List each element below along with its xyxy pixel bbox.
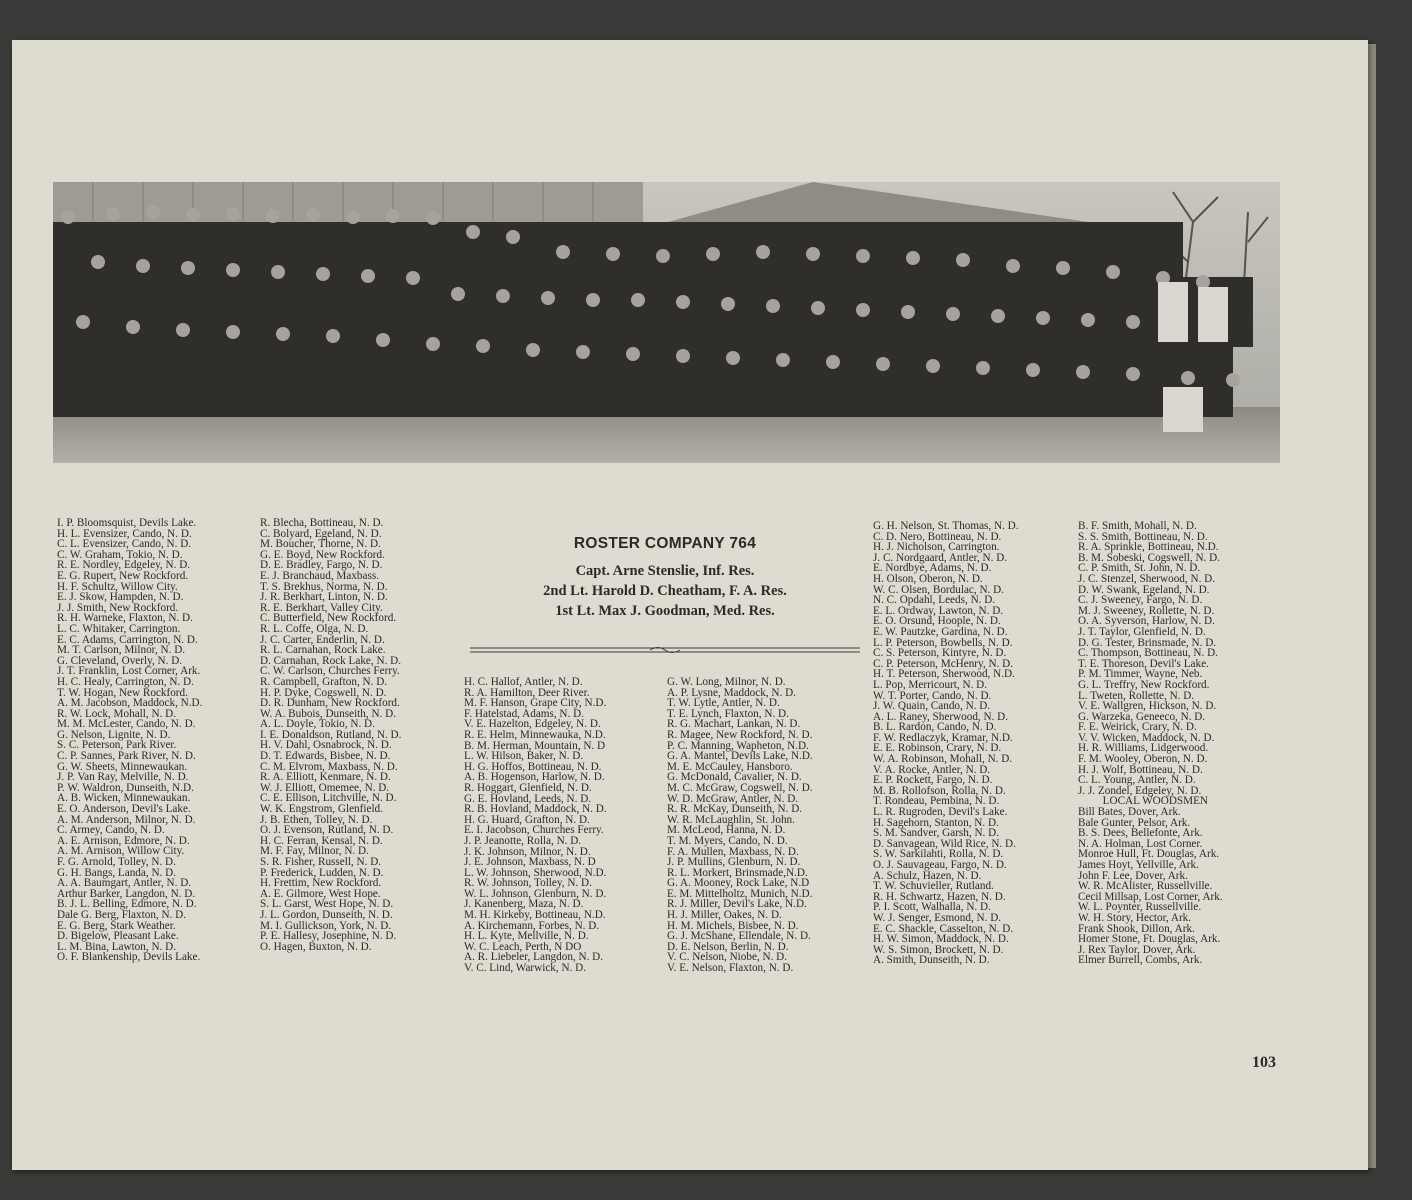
roster-entry: C. E. Ellison, Litchville, N. D. xyxy=(260,792,397,805)
roster-entry: C. D. Nero, Bottineau, N. D. xyxy=(873,530,1002,543)
roster-entry: D. Sanvagean, Wild Rice, N. D. xyxy=(873,837,1016,850)
roster-column-4 xyxy=(667,677,813,974)
roster-entry: W. C. Leach, Perth, N DO xyxy=(464,940,582,953)
roster-entry: D. T. Edwards, Bisbee, N. D. xyxy=(260,750,391,763)
roster-entry: G. E. Boyd, New Rockford. xyxy=(260,548,385,561)
roster-entry: H. V. Dahl, Osnabrock, N. D. xyxy=(260,739,392,752)
roster-entry: G. J. McShane, Ellendale, N. D. xyxy=(667,930,811,943)
roster-entry: E. O. Anderson, Devil's Lake. xyxy=(57,803,191,816)
roster-entry: V. C. Lind, Warwick, N. D. xyxy=(464,962,587,975)
roster-entry: S. R. Fisher, Russell, N. D. xyxy=(260,856,382,868)
roster-entry: T. W. Schuvieller, Rutland. xyxy=(873,880,994,893)
roster-entry: P. C. Manning, Wapheton, N.D. xyxy=(667,739,809,752)
roster-entry: W. R. McLaughlin, St. John. xyxy=(667,813,795,826)
roster-entry: J. W. Quain, Cando, N. D. xyxy=(873,700,991,713)
ornamental-rule xyxy=(470,645,860,655)
roster-entry: T. M. Myers, Cando, N. D. xyxy=(667,834,788,847)
woodsmen-entry: W. H. Story, Hector, Ark. xyxy=(1078,911,1192,924)
roster-entry: V. V. Wicken, Maddock, N. D. xyxy=(1078,731,1215,744)
roster-entry: J. C. Carter, Enderlin, N. D. xyxy=(260,633,385,646)
roster-entry: W. L. Johnson, Glenburn, N. D. xyxy=(464,887,607,900)
roster-entry: J. Kanenberg, Maza, N. D. xyxy=(464,898,584,911)
roster-entry: F. W. Redlaczyk, Kramar, N.D. xyxy=(873,731,1013,744)
roster-entry: H. G. Hoffos, Bottineau, N. D. xyxy=(464,760,602,773)
roster-entry: E. J. Skow, Hampden, N. D. xyxy=(57,591,184,604)
roster-entry: F. G. Arnold, Tolley, N. D. xyxy=(57,856,176,868)
roster-entry: R. R. McKay, Dunseith, N. D. xyxy=(667,803,803,816)
roster-entry: H. L. Kyte, Mellville, N. D. xyxy=(464,930,589,943)
roster-entry: A. L. Doyle, Tokio, N. D. xyxy=(260,718,375,731)
roster-entry: B. L. Rardon, Cando, N. D. xyxy=(873,721,997,734)
roster-entry: C. Bolyard, Egeland, N. D. xyxy=(260,527,382,540)
roster-entry: A. R. Liebeler, Langdon, N. D. xyxy=(464,951,604,964)
roster-entry: C. S. Peterson, Kintyre, N. D. xyxy=(873,647,1007,660)
roster-entry: W. A. Robinson, Mohall, N. D. xyxy=(873,753,1013,766)
roster-entry: L. C. Whitaker, Carrington. xyxy=(57,622,181,635)
woodsmen-entry: Frank Shook, Dillon, Ark. xyxy=(1078,922,1195,935)
roster-entry: A. Schulz, Hazen, N. D. xyxy=(873,869,982,882)
roster-entry: R. E. Berkhart, Valley City. xyxy=(260,601,383,614)
roster-entry: R. J. Miller, Devil's Lake, N.D. xyxy=(667,898,807,911)
roster-entry: H. M. Michels, Bisbee, N. D. xyxy=(667,919,799,932)
roster-entry: G. A. Mooney, Rock Lake, N.D xyxy=(667,877,810,890)
roster-entry: T. Rondeau, Pembina, N. D. xyxy=(873,795,1000,808)
roster-entry: H. P. Dyke, Cogswell, N. D. xyxy=(260,686,387,699)
roster-entry: M. E. McCauley, Hansboro. xyxy=(667,760,793,773)
roster-entry: V. A. Rocke, Antler, N. D. xyxy=(873,763,991,776)
roster-entry: L. Pop, Merricourt, N. D. xyxy=(873,678,988,691)
roster-entry: C. P. Smith, St. John, N. D. xyxy=(1078,562,1201,575)
roster-entry: E. C. Adams, Carrington, N. D. xyxy=(57,633,198,646)
roster-entry: H. G. Huard, Grafton, N. D. xyxy=(464,813,590,826)
roster-entry: G. L. Treffry, New Rockford. xyxy=(1078,678,1210,691)
roster-entry: S. M. Sandver, Garsh, N. D. xyxy=(873,827,1000,840)
roster-entry: D. G. Tester, Brinsmade, N. D. xyxy=(1078,636,1217,649)
roster-entry: M. H. Kirkeby, Bottineau, N.D. xyxy=(464,909,606,922)
woodsmen-entry: J. Rex Taylor, Dover, Ark. xyxy=(1078,943,1196,956)
roster-entry: H. J. Wolf, Bottineau, N. D. xyxy=(1078,763,1203,776)
roster-entry: G. Warzeka, Geneeco, N. D. xyxy=(1078,710,1206,723)
roster-entry: H. Frettim, New Rockford. xyxy=(260,877,382,890)
roster-entry: C. Thompson, Bottineau, N. D. xyxy=(1078,647,1218,660)
roster-entry: J. C. Nordgaard, Antler, N. D. xyxy=(873,551,1008,564)
roster-entry: J. B. Ethen, Tolley, N. D. xyxy=(260,813,373,826)
roster-entry: J. J. Zondel, Edgeley, N. D. xyxy=(1078,784,1202,797)
roster-entry: N. C. Opdahl, Leeds, N. D. xyxy=(873,594,996,607)
roster-entry: H. C. Healy, Carrington, N. D. xyxy=(57,675,194,688)
roster-entry: S. C. Peterson, Park River. xyxy=(57,739,177,752)
roster-entry: J. E. Johnson, Maxbass, N. D xyxy=(464,856,596,869)
woodsmen-entry: N. A. Holman, Lost Corner. xyxy=(1078,837,1203,850)
roster-entry: R. L. Carnahan, Rock Lake. xyxy=(260,644,386,657)
roster-entry: E. J. Branchaud, Maxbass. xyxy=(260,569,379,582)
woodsmen-entry: John F. Lee, Dover, Ark. xyxy=(1078,869,1188,882)
roster-entry: M. M. McLester, Cando, N. D. xyxy=(57,718,196,731)
roster-entry: R. W. Lock, Mohall, N. D. xyxy=(57,707,177,720)
roster-entry: H. J. Nicholson, Carrington. xyxy=(873,541,1000,554)
roster-entry: H. T. Peterson, Sherwood, N.D. xyxy=(873,668,1015,681)
officer-captain: Capt. Arne Stenslie, Inf. Res. xyxy=(575,563,755,579)
roster-entry: A. Kirchemann, Forbes, N. D. xyxy=(464,919,600,932)
roster-entry: C. L. Young, Antler, N. D. xyxy=(1078,774,1196,787)
woodsmen-entry: W. R. McAlister, Russellville. xyxy=(1078,880,1213,893)
roster-entry: R. A. Elliott, Kenmare, N. D. xyxy=(260,771,391,784)
roster-entry: A. E. Arnison, Edmore, N. D. xyxy=(57,834,190,847)
roster-header xyxy=(470,535,860,621)
roster-entry: E. E. Robinson, Crary, N. D. xyxy=(873,742,1002,755)
roster-entry: Arthur Barker, Langdon, N. D. xyxy=(57,887,196,900)
roster-entry: C. Armey, Cando, N. D. xyxy=(57,824,165,837)
roster-entry: C. Butterfield, New Rockford. xyxy=(260,612,397,625)
roster-entry: F. A. Mullen, Maxbass, N. D. xyxy=(667,845,799,858)
roster-entry: V. E. Nelson, Flaxton, N. D. xyxy=(667,962,794,975)
roster-entry: G. McDonald, Cavalier, N. D. xyxy=(667,771,802,784)
roster-entry: C. W. Graham, Tokio, N. D. xyxy=(57,548,183,561)
roster-entry: G. W. Long, Milnor, N. D. xyxy=(667,676,786,688)
roster-entry: P. I. Scott, Walhalla, N. D. xyxy=(873,901,991,914)
roster-entry: J. C. Stenzel, Sherwood, N. D. xyxy=(1078,572,1216,585)
roster-entry: A. P. Lysne, Maddock, N. D. xyxy=(667,686,796,699)
roster-entry: M. B. Rollofson, Rolla, N. D. xyxy=(873,784,1006,797)
roster-entry: D. E. Bradley, Fargo, N. D. xyxy=(260,559,383,572)
roster-entry: E. G. Rupert, New Rockford. xyxy=(57,569,189,582)
roster-entry: T. S. Brekhus, Norma, N. D. xyxy=(260,580,388,593)
roster-entry: C. W. Carlson, Churches Ferry. xyxy=(260,665,400,678)
roster-entry: W. A. Bubois, Dunseith, N. D. xyxy=(260,707,397,720)
roster-entry: A. B. Hogenson, Harlow, N. D. xyxy=(464,771,605,784)
roster-entry: R. E. Helm, Minnewauka, N.D. xyxy=(464,728,606,741)
roster-entry: J. R. Berkhart, Linton, N. D. xyxy=(260,591,388,604)
roster-column-3 xyxy=(464,677,607,974)
roster-entry: D. Bigelow, Pleasant Lake. xyxy=(57,930,179,943)
roster-entry: E. L. Ordway, Lawton, N. D. xyxy=(873,604,1004,617)
roster-entry: G. A. Mantel, Devils Lake, N.D. xyxy=(667,750,813,763)
roster-entry: R. G. Machart, Lankan, N. D. xyxy=(667,718,801,731)
roster-entry: B. F. Smith, Mohall, N. D. xyxy=(1078,520,1197,532)
roster-entry: T. W. Lytle, Antler, N. D. xyxy=(667,697,780,710)
roster-entry: W. S. Simon, Brockett, N. D. xyxy=(873,943,1004,956)
roster-entry: E. G. Berg, Stark Weather. xyxy=(57,919,176,932)
roster-entry: W. D. McGraw, Antler, N. D. xyxy=(667,792,799,805)
roster-entry: L. R. Rugroden, Devil's Lake. xyxy=(873,806,1008,819)
roster-entry: R. W. Johnson, Tolley, N. D. xyxy=(464,877,592,890)
roster-entry: T. W. Hogan, New Rockford. xyxy=(57,686,188,699)
roster-entry: H. Olson, Oberon, N. D. xyxy=(873,572,983,585)
roster-entry: B. M. Herman, Mountain, N. D xyxy=(464,739,606,752)
woodsmen-entry: James Hoyt, Yellville, Ark. xyxy=(1078,859,1199,871)
roster-column-6 xyxy=(1078,521,1223,966)
roster-entry: D. Carnahan, Rock Lake, N. D. xyxy=(260,654,402,667)
roster-entry: A. M. Anderson, Milnor, N. D. xyxy=(57,813,196,826)
roster-entry: T. E. Thoreson, Devil's Lake. xyxy=(1078,657,1209,670)
roster-entry: B. M. Sobeski, Cogswell, N. D. xyxy=(1078,551,1221,564)
roster-entry: E. P. Rockett, Fargo, N. D. xyxy=(873,774,993,787)
roster-entry: R. Campbell, Grafton, N. D. xyxy=(260,675,388,688)
roster-entry: H. W. Simon, Maddock, N. D. xyxy=(873,933,1009,946)
roster-entry: F. M. Wooley, Oberon, N. D. xyxy=(1078,753,1208,766)
roster-entry: A. Smith, Dunseith, N. D. xyxy=(873,954,990,967)
woodsmen-entry: Cecil Millsap, Lost Corner, Ark. xyxy=(1078,890,1223,903)
woodsmen-entry: Elmer Burrell, Combs, Ark. xyxy=(1078,954,1203,967)
roster-entry: H. L. Evensizer, Cando, N. D. xyxy=(57,527,192,540)
roster-entry: D. E. Nelson, Berlin, N. D. xyxy=(667,940,789,953)
roster-entry: W. J. Senger, Esmond, N. D. xyxy=(873,911,1002,924)
roster-entry: M. F. Fay, Milnor, N. D. xyxy=(260,845,369,858)
roster-entry: R. H. Warneke, Flaxton, N. D. xyxy=(57,612,193,625)
roster-entry: R. B. Hovland, Maddock, N. D. xyxy=(464,803,607,816)
roster-entry: R. Blecha, Bottineau, N. D. xyxy=(260,517,384,529)
roster-entry: J. T. Franklin, Lost Corner, Ark. xyxy=(57,665,201,678)
woodsmen-entry: Monroe Hull, Ft. Douglas, Ark. xyxy=(1078,848,1220,861)
roster-entry: M. J. Sweeney, Rollette, N. D. xyxy=(1078,604,1215,617)
roster-entry: J. P. Jeanotte, Rolla, N. D. xyxy=(464,834,582,847)
roster-entry: R. A. Sprinkle, Bottineau, N.D. xyxy=(1078,541,1219,554)
roster-entry: H. Sagehorn, Stanton, N. D. xyxy=(873,816,999,829)
group-photograph-image xyxy=(53,182,1280,463)
roster-entry: M. McLeod, Hanna, N. D. xyxy=(667,824,786,837)
roster-entry: M. I. Gullickson, York, N. D. xyxy=(260,919,392,932)
roster-entry: P. W. Waldron, Dunseith, N.D. xyxy=(57,781,194,794)
roster-entry: S. L. Garst, West Hope, N. D. xyxy=(260,898,394,911)
roster-title: ROSTER COMPANY 764 xyxy=(573,535,757,552)
woodsmen-entry: W. L. Poynter, Russellville. xyxy=(1078,901,1202,914)
roster-entry: C. L. Evensizer, Cando, N. D. xyxy=(57,538,192,551)
roster-entry: R. Magee, New Rockford, N. D. xyxy=(667,728,813,741)
roster-entry: R. L. Coffe, Olga, N. D. xyxy=(260,622,369,635)
woodsmen-heading: LOCAL WOODSMEN xyxy=(1102,795,1209,808)
roster-entry: J. J. Smith, New Rockford. xyxy=(57,601,179,614)
roster-entry: D. W. Swank, Egeland, N. D. xyxy=(1078,583,1210,596)
roster-entry: E. W. Pautzke, Gardina, N. D. xyxy=(873,625,1008,638)
roster-entry: R. Hoggart, Glenfield, N. D. xyxy=(464,781,592,794)
roster-entry: B. J. L. Belling, Edmore, N. D. xyxy=(57,898,197,911)
roster-entry: C. P. Sannes, Park River, N. D. xyxy=(57,750,196,763)
roster-entry: W. T. Porter, Cando, N. D. xyxy=(873,689,992,702)
roster-entry: W. J. Elliott, Omemee, N. D. xyxy=(260,781,390,794)
roster-entry: O. F. Blankenship, Devils Lake. xyxy=(57,951,201,964)
roster-entry: L. W. Johnson, Sherwood, N.D. xyxy=(464,866,607,879)
roster-entry: J. T. Taylor, Glenfield, N. D. xyxy=(1078,625,1206,638)
roster-entry: A. L. Raney, Sherwood, N. D. xyxy=(873,710,1009,723)
roster-entry: O. A. Syverson, Harlow, N. D. xyxy=(1078,615,1215,628)
roster-column-2 xyxy=(260,518,401,952)
roster-entry: G. E. Hovland, Leeds, N. D. xyxy=(464,792,592,805)
roster-entry: H. J. Miller, Oakes, N. D. xyxy=(667,909,782,922)
roster-entry: R. A. Hamilton, Deer River. xyxy=(464,686,590,699)
roster-entry: R. E. Nordley, Edgeley, N. D. xyxy=(57,559,191,572)
roster-entry: L. M. Bina, Lawton, N. D. xyxy=(57,940,177,953)
officer-first-lieutenant: 1st Lt. Max J. Goodman, Med. Res. xyxy=(555,603,775,619)
roster-entry: A. A. Baumgart, Antler, N. D. xyxy=(57,877,192,890)
roster-entry: V. C. Nelson, Niobe, N. D. xyxy=(667,951,788,964)
roster-entry: J. P. Van Ray, Melville, N. D. xyxy=(57,771,189,784)
roster-entry: R. H. Schwartz, Hazen, N. D. xyxy=(873,890,1006,903)
roster-entry: F. Hatelstad, Adams, N. D. xyxy=(464,707,584,720)
roster-entry: M. F. Hanson, Grape City, N.D. xyxy=(464,697,607,710)
officer-second-lieutenant: 2nd Lt. Harold D. Cheatham, F. A. Res. xyxy=(543,583,787,599)
roster-entry: E. I. Jacobson, Churches Ferry. xyxy=(464,824,604,837)
roster-entry: G. H. Bangs, Landa, N. D. xyxy=(57,866,177,879)
roster-entry: M. C. McGraw, Cogswell, N. D. xyxy=(667,781,813,794)
roster-entry: L. W. Hilson, Baker, N. D. xyxy=(464,750,584,763)
roster-entry: H. C. Hallof, Antler, N. D. xyxy=(464,676,583,688)
roster-entry: O. J. Evenson, Rutland, N. D. xyxy=(260,824,394,837)
roster-entry: H. R. Williams, Lidgerwood. xyxy=(1078,742,1209,755)
roster-entry: A. B. Wicken, Minnewaukan. xyxy=(57,792,191,805)
woodsmen-entry: Bale Gunter, Pelsor, Ark. xyxy=(1078,816,1191,829)
roster-entry: O. Hagen, Buxton, N. D. xyxy=(260,940,372,953)
roster-entry: M. Boucher, Thorne, N. D. xyxy=(260,538,381,551)
roster-entry: A. M. Arnison, Willow City. xyxy=(57,845,185,858)
page-number: 103 xyxy=(1252,1054,1276,1071)
roster-entry: T. E. Lynch, Flaxton, N. D. xyxy=(667,707,789,720)
roster-entry: E. Nordbye, Adams, N. D. xyxy=(873,562,992,575)
roster-entry: S. W. Sarkilahti, Rolla, N. D. xyxy=(873,848,1004,861)
woodsmen-entry: Homer Stone, Ft. Douglas, Ark. xyxy=(1078,933,1221,946)
roster-entry: E. M. Mittelholtz, Munich, N.D. xyxy=(667,887,813,900)
roster-entry: L. Tweten, Rollette, N. D. xyxy=(1078,689,1195,702)
group-photograph xyxy=(53,182,1280,463)
roster-entry: O. J. Sauvageau, Fargo, N. D. xyxy=(873,859,1007,871)
roster-entry: G. H. Nelson, St. Thomas, N. D. xyxy=(873,520,1019,532)
roster-column-1 xyxy=(57,518,202,963)
roster-entry: L. P. Peterson, Bowbells, N. D. xyxy=(873,636,1013,649)
roster-entry: J. K. Johnson, Milnor, N. D. xyxy=(464,845,591,858)
roster-entry: D. R. Dunham, New Rockford. xyxy=(260,697,400,710)
roster-entry: V. E. Wallgren, Hickson, N. D. xyxy=(1078,700,1217,713)
roster-entry: W. K. Engstrom, Glenfield. xyxy=(260,803,383,816)
roster-entry: C. P. Peterson, McHenry, N. D. xyxy=(873,657,1014,670)
roster-entry: I. P. Bloomsquist, Devils Lake. xyxy=(57,517,197,529)
roster-entry: S. S. Smith, Bottineau, N. D. xyxy=(1078,530,1208,543)
roster-entry: F. E. Weirick, Crary, N. D. xyxy=(1078,721,1197,734)
roster-entry: G. W. Sheets, Minnewaukan. xyxy=(57,760,188,773)
roster-entry: C. J. Sweeney, Fargo, N. D. xyxy=(1078,594,1203,607)
roster-entry: J. L. Gordon, Dunseith, N. D. xyxy=(260,908,393,921)
roster-entry: Dale G. Berg, Flaxton, N. D. xyxy=(57,908,187,921)
roster-entry: C. M. Elvrom, Maxbass, N. D. xyxy=(260,760,398,773)
woodsmen-entry: Bill Bates, Dover, Ark. xyxy=(1078,806,1181,819)
roster-entry: M. T. Carlson, Milnor, N. D. xyxy=(57,644,186,657)
roster-entry: I. E. Donaldson, Rutland, N. D. xyxy=(260,728,402,741)
roster-entry: P. E. Hallesy, Josephine, N. D. xyxy=(260,930,397,943)
roster-entry: G. Nelson, Lignite, N. D. xyxy=(57,728,171,741)
roster-entry: E. O. Orsund, Hoople, N. D. xyxy=(873,615,1001,628)
roster-entry: P. M. Timmer, Wayne, Neb. xyxy=(1078,668,1203,681)
roster-entry: R. L. Morkert, Brinsmade,N.D. xyxy=(667,866,808,879)
roster-entry: W. C. Olsen, Bordulac, N. D. xyxy=(873,583,1005,596)
roster-entry: V. E. Hazelton, Edgeley, N. D. xyxy=(464,718,601,731)
roster-entry: J. P. Mullins, Glenburn, N. D. xyxy=(667,856,801,869)
roster-entry: H. F. Schultz, Willow City. xyxy=(57,580,178,593)
roster-entry: G. Cleveland, Overly, N. D. xyxy=(57,654,183,667)
roster-entry: A. M. Jacobson, Maddock, N.D. xyxy=(57,697,203,710)
roster-entry: E. C. Shackle, Casselton, N. D. xyxy=(873,922,1014,935)
woodsmen-entry: B. S. Dees, Bellefonte, Ark. xyxy=(1078,827,1203,840)
roster-entry: P. Frederick, Ludden, N. D. xyxy=(260,866,384,879)
roster-column-5 xyxy=(873,521,1019,966)
roster-entry: H. C. Ferran, Kensal, N. D. xyxy=(260,834,383,847)
roster-entry: A. E. Gilmore, West Hope. xyxy=(260,887,381,900)
